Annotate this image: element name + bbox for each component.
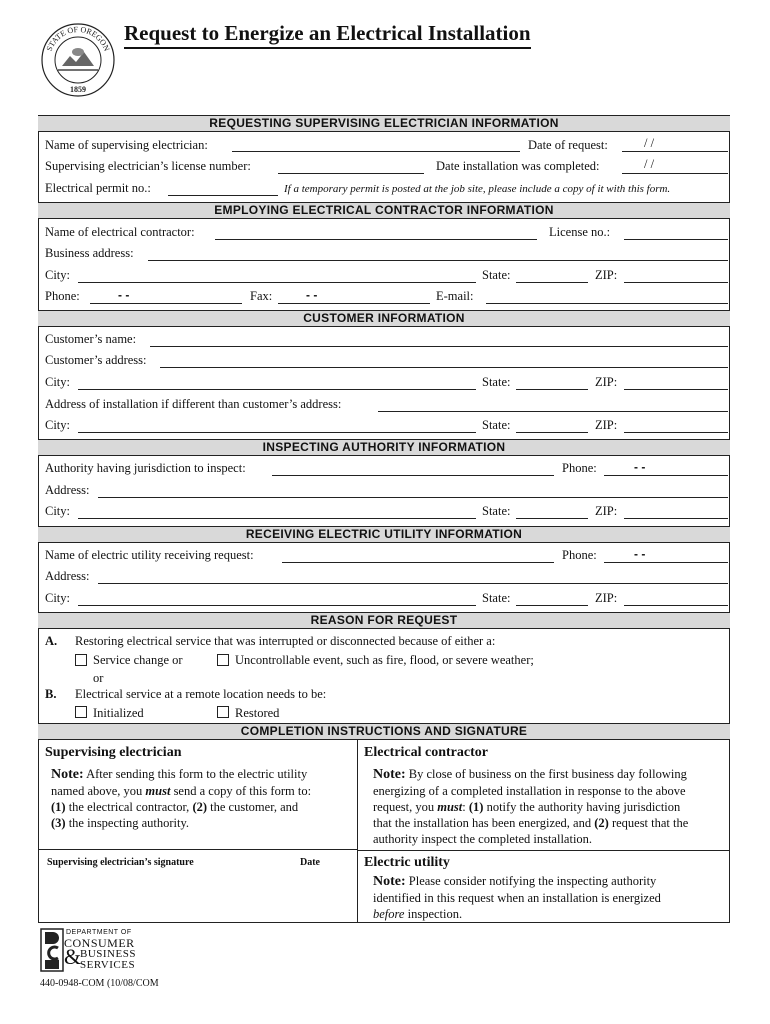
install-zip-label: ZIP: [595, 418, 618, 432]
employing-state-label: State: [482, 268, 511, 282]
uncontrollable-event-checkbox[interactable] [217, 654, 229, 666]
permit-field[interactable] [168, 195, 278, 196]
initialized-checkbox[interactable] [75, 706, 87, 718]
uncontrollable-event-label: Uncontrollable event, such as fire, flood, or severe weather; [235, 653, 534, 667]
electrical-contractor-heading: Electrical contractor [364, 745, 488, 760]
utility-phone-label: Phone: [562, 548, 597, 562]
employing-fax-field[interactable] [278, 303, 430, 304]
signature-date-label: Date [300, 857, 320, 868]
employing-phone-field[interactable] [90, 303, 242, 304]
customer-city-label: City: [45, 375, 71, 389]
employing-email-field[interactable] [486, 303, 728, 304]
dcbs-logo [40, 928, 160, 974]
authority-field[interactable] [272, 475, 554, 476]
service-change-checkbox[interactable] [75, 654, 87, 666]
contractor-name-label: Name of electrical contractor: [45, 225, 195, 239]
utility-phone-dashes: - - [634, 547, 646, 561]
customer-zip-field[interactable] [624, 389, 728, 390]
seal-year: 1859 [70, 85, 86, 94]
permit-note: If a temporary permit is posted at the job site, please include a copy of it with this form. [284, 183, 671, 195]
supervising-name-field[interactable] [232, 151, 520, 152]
section-header-reason: REASON FOR REQUEST [38, 612, 730, 629]
employing-email-label: E-mail: [436, 289, 474, 303]
reason-a-letter: A. [45, 634, 58, 648]
supervising-name-label: Name of supervising electrician: [45, 138, 208, 152]
business-address-field[interactable] [148, 260, 728, 261]
employing-zip-label: ZIP: [595, 268, 618, 282]
license-number-label: Supervising electrician’s license number: [45, 159, 251, 173]
employing-fax-dashes: - - [306, 288, 318, 302]
license-number-field[interactable] [278, 173, 424, 174]
section-header-customer: CUSTOMER INFORMATION [38, 310, 730, 327]
authority-zip-label: ZIP: [595, 504, 618, 518]
date-request-field[interactable] [622, 151, 728, 152]
business-text: BUSINESS [80, 948, 136, 960]
restored-checkbox[interactable] [217, 706, 229, 718]
employing-fax-label: Fax: [250, 289, 273, 303]
reason-b-text: Electrical service at a remote location needs to be: [75, 687, 327, 701]
section-header-inspecting: INSPECTING AUTHORITY INFORMATION [38, 439, 730, 456]
reason-a-text: Restoring electrical service that was interrupted or disconnected because of either a: [75, 634, 496, 648]
authority-state-field[interactable] [516, 518, 588, 519]
seal-text: STATE OF OREGON [44, 24, 112, 53]
ampersand-text: & [64, 944, 82, 969]
service-change-label: Service change or [93, 653, 183, 667]
authority-phone-label: Phone: [562, 461, 597, 475]
authority-address-field[interactable] [98, 497, 728, 498]
customer-state-field[interactable] [516, 389, 588, 390]
utility-address-field[interactable] [98, 583, 728, 584]
utility-box-divider [357, 850, 730, 851]
customer-name-label: Customer’s name: [45, 332, 137, 346]
signature-label: Supervising electrician’s signature [47, 857, 194, 868]
contractor-license-label: License no.: [549, 225, 611, 239]
install-city-label: City: [45, 418, 71, 432]
install-zip-field[interactable] [624, 432, 728, 433]
initialized-label: Initialized [93, 706, 144, 720]
install-address-label: Address of installation if different than customer’s address: [45, 397, 342, 411]
form-number: 440-0948-COM (10/08/COM [40, 978, 159, 989]
date-completed-label: Date installation was completed: [436, 159, 600, 173]
contractor-name-field[interactable] [215, 239, 537, 240]
oregon-state-seal [40, 22, 116, 98]
customer-zip-label: ZIP: [595, 375, 618, 389]
utility-zip-field[interactable] [624, 605, 728, 606]
reason-b-letter: B. [45, 687, 57, 701]
install-city-field[interactable] [78, 432, 476, 433]
customer-address-label: Customer’s address: [45, 353, 147, 367]
authority-address-label: Address: [45, 483, 90, 497]
utility-name-field[interactable] [282, 562, 554, 563]
customer-city-field[interactable] [78, 389, 476, 390]
utility-city-label: City: [45, 591, 71, 605]
supervising-note: Note: After sending this form to the electric utility named above, you must send a copy of this form to: (1) the electrical contractor, (2) the customer, and (3) the inspecting authority. [51, 767, 312, 830]
customer-name-field[interactable] [150, 346, 728, 347]
dept-of-text: DEPARTMENT OF [66, 929, 132, 936]
authority-zip-field[interactable] [624, 518, 728, 519]
signature-line[interactable] [38, 849, 357, 850]
authority-phone-dashes: - - [634, 460, 646, 474]
completion-divider [357, 740, 358, 923]
section-header-supervising: REQUESTING SUPERVISING ELECTRICIAN INFORMATION [38, 115, 730, 132]
electric-utility-heading: Electric utility [364, 855, 450, 870]
utility-note: Note: Please consider notifying the inspecting authority identified in this request when an installation is energized before inspection. [373, 874, 661, 921]
authority-state-label: State: [482, 504, 511, 518]
date-request-label: Date of request: [528, 138, 608, 152]
install-address-field[interactable] [378, 411, 728, 412]
reason-or: or [93, 671, 104, 685]
contractor-license-field[interactable] [624, 239, 728, 240]
employing-city-label: City: [45, 268, 71, 282]
authority-label: Authority having jurisdiction to inspect: [45, 461, 246, 475]
business-address-label: Business address: [45, 246, 134, 260]
date-completed-field[interactable] [622, 173, 728, 174]
date-request-slashes: / / [644, 136, 655, 150]
utility-state-field[interactable] [516, 605, 588, 606]
utility-address-label: Address: [45, 569, 90, 583]
employing-zip-field[interactable] [624, 282, 728, 283]
utility-zip-label: ZIP: [595, 591, 618, 605]
employing-state-field[interactable] [516, 282, 588, 283]
page-title: Request to Energize an Electrical Installation [124, 20, 531, 49]
authority-city-field[interactable] [78, 518, 476, 519]
section-header-completion: COMPLETION INSTRUCTIONS AND SIGNATURE [38, 723, 730, 740]
utility-state-label: State: [482, 591, 511, 605]
services-text: SERVICES [80, 959, 136, 971]
utility-city-field[interactable] [78, 605, 476, 606]
section-header-utility: RECEIVING ELECTRIC UTILITY INFORMATION [38, 526, 730, 543]
install-state-field[interactable] [516, 432, 588, 433]
dcbs-logo-mark [40, 928, 64, 972]
consumer-text: CONSUMER [64, 936, 135, 950]
utility-phone-field[interactable] [604, 562, 728, 563]
supervising-electrician-heading: Supervising electrician [45, 745, 182, 760]
customer-state-label: State: [482, 375, 511, 389]
customer-address-field[interactable] [160, 367, 728, 368]
contractor-note: Note: By close of business on the first business day following energizing of a completed installation in response to the above request, you must: (1) notify the authority having jurisdiction that the installation has been energized, and (2) request that the authority inspect the completed installation. [373, 767, 689, 846]
employing-phone-dashes: - - [118, 288, 130, 302]
date-completed-slashes: / / [644, 157, 655, 171]
authority-phone-field[interactable] [604, 475, 728, 476]
install-state-label: State: [482, 418, 511, 432]
employing-phone-label: Phone: [45, 289, 80, 303]
restored-label: Restored [235, 706, 280, 720]
section-header-employing: EMPLOYING ELECTRICAL CONTRACTOR INFORMATION [38, 202, 730, 219]
employing-city-field[interactable] [78, 282, 476, 283]
permit-label: Electrical permit no.: [45, 181, 151, 195]
authority-city-label: City: [45, 504, 71, 518]
utility-name-label: Name of electric utility receiving request: [45, 548, 254, 562]
